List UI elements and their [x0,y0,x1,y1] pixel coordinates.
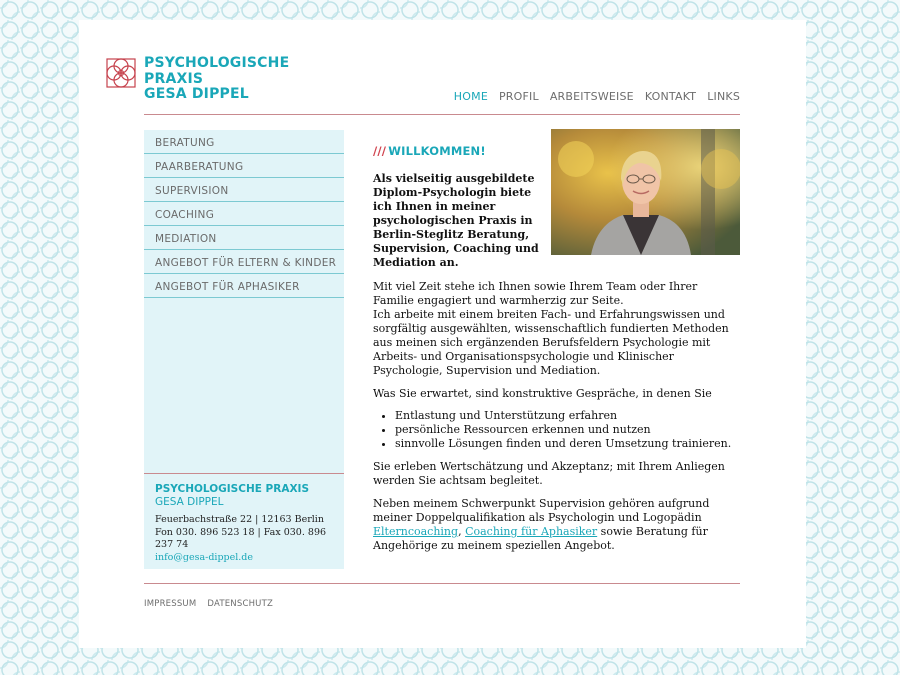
list-item: • persönliche Ressourcen erkennen und nutzen [395,423,741,437]
sidebar-divider [144,473,344,474]
nav-home[interactable]: HOME [453,90,488,103]
footer-datenschutz-link[interactable]: DATENSCHUTZ [207,599,274,609]
offer-text-end: sowie Beratung für Angehörige zu meinem speziellen Angebot. [373,525,708,552]
list-item: • sinnvolle Lösungen finden und deren Umsetzung trainieren. [395,437,741,451]
contact-box [155,483,340,564]
floral-ornament-icon[interactable] [106,58,136,88]
brand-line-3: GESA DIPPEL [144,86,249,102]
main-navigation [443,90,740,103]
nav-arbeitsweise[interactable]: ARBEITSWEISE [549,90,634,103]
sidebar [144,130,344,569]
sidebar-item-eltern-kinder[interactable]: ANGEBOT FÜR ELTERN & KINDER [144,250,344,274]
sidebar-menu [144,130,344,298]
header-divider [144,114,740,115]
sidebar-item-aphasiker[interactable]: ANGEBOT FÜR APHASIKER [144,274,344,298]
nav-profil[interactable]: PROFIL [498,90,539,103]
paragraph-expectations: Was Sie erwartet, sind konstruktive Gespräche, in denen Sie [373,387,712,400]
main-content [373,144,741,553]
nav-links[interactable]: LINKS [707,90,740,103]
brand-line-2: PRAXIS [144,70,204,87]
footer [144,599,284,609]
page-title [373,144,741,158]
brand-line-1: PSYCHOLOGISCHE [144,55,290,71]
contact-title: PSYCHOLOGISCHE PRAXIS [155,483,310,495]
nav-kontakt[interactable]: KONTAKT [644,90,697,103]
paragraph-appreciation: Sie erleben Wertschätzung und Akzeptanz; mit Ihrem Anliegen werden Sie achtsam begleitet. [373,460,725,487]
paragraph-methods: Ich arbeite mit einem breiten Fach- und Erfahrungswissen und sorgfältig ausgewählten, wissenschaftlich fundierten Methoden aus meinen sich ergänzenden Berufsfeldern Psychologie mit Arbeits- und Organisationspsychologie und Klinischer Psychologie, Supervision und Mediation. [373,308,729,377]
footer-divider [144,583,740,584]
sidebar-item-mediation[interactable]: MEDIATION [144,226,344,250]
elterncoaching-link[interactable]: Elterncoaching [373,525,459,538]
sidebar-item-beratung[interactable]: BERATUNG [144,130,344,154]
benefits-list [373,409,741,451]
page-container [79,20,806,648]
offer-text-sep: , [458,525,466,538]
contact-email-link[interactable]: info@gesa-dippel.de [155,551,254,563]
brand-title[interactable] [144,56,289,103]
aphasiker-coaching-link[interactable]: Coaching für Aphasiker [465,525,598,538]
sidebar-item-coaching[interactable]: COACHING [144,202,344,226]
sidebar-item-paarberatung[interactable]: PAARBERATUNG [144,154,344,178]
intro-paragraph: Als vielseitig ausgebildete Diplom-Psychologin biete ich Ihnen in meiner psychologischen Praxis in Berlin-Steglitz Beratung, Supervision, Coaching und Mediation an. [373,172,539,269]
list-item: • Entlastung und Unterstützung erfahren [395,409,741,423]
title-slashes: /// [373,144,387,158]
contact-phone: Fon 030. 896 523 18 | Fax 030. 896 237 74 [155,526,327,550]
offer-text-start: Neben meinem Schwerpunkt Supervision gehören aufgrund meiner Doppelqualifikation als Psychologin und Logopädin [373,497,710,524]
contact-address: Feuerbachstraße 22 | 12163 Berlin [155,514,324,525]
sidebar-item-supervision[interactable]: SUPERVISION [144,178,344,202]
paragraph-team: Mit viel Zeit stehe ich Ihnen sowie Ihrem Team oder Ihrer Familie engagiert und warmherzig zur Seite. [373,280,698,307]
paragraph-offer [373,497,741,553]
title-text: WILLKOMMEN! [388,144,486,158]
contact-subtitle: GESA DIPPEL [155,496,224,508]
footer-impressum-link[interactable]: IMPRESSUM [144,599,197,609]
